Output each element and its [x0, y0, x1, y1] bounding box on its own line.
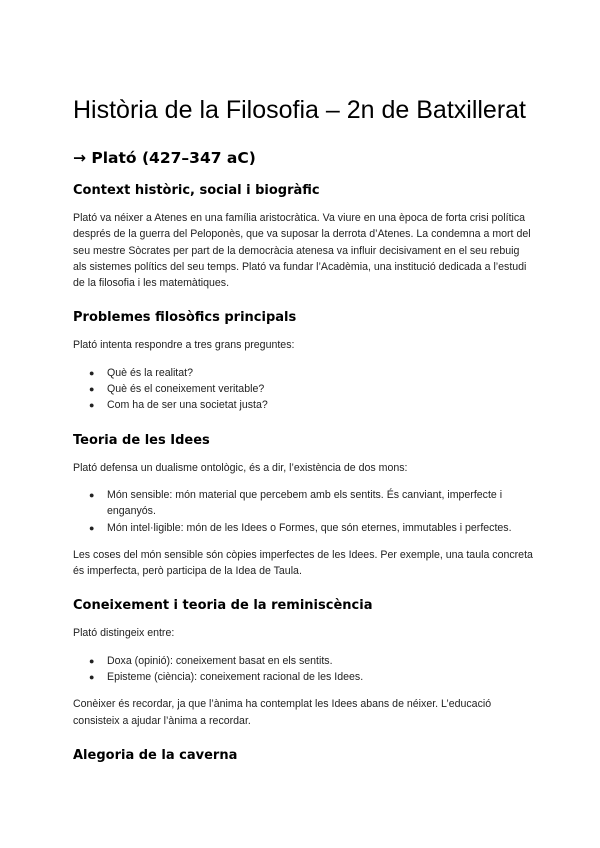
section-coneixement [73, 596, 533, 728]
paragraph-idees: Les coses del món sensible són còpies imperfectes de les Idees. Per exemple, una taula concreta és imperfecta, però participa de la Idea de Taula. [73, 548, 533, 578]
list-item [73, 669, 533, 685]
list-item-text: Món sensible: món material que percebem amb els sentits. És canviant, imperfecte i enganyós. [107, 488, 503, 518]
list-item-text: Què és la realitat? [107, 366, 193, 379]
bullet-icon: ● [89, 367, 95, 378]
section-idees [73, 431, 533, 580]
list-item [73, 365, 533, 381]
section-heading-context: Context històric, social i biogràfic [73, 183, 320, 198]
section-context [73, 181, 533, 291]
bullet-icon: ● [89, 672, 95, 683]
section-heading-problemes: Problemes filosòfics principals [73, 310, 297, 326]
list-item [73, 397, 533, 413]
list-item [73, 653, 533, 669]
section-caverna [73, 746, 533, 766]
bullet-icon: ● [89, 655, 95, 666]
document-subtitle: → Plató (427–347 aC) [73, 149, 256, 167]
bullet-icon: ● [89, 522, 95, 533]
paragraph-problemes-intro: Plató intenta respondre a tres grans preguntes: [73, 339, 295, 352]
list-problemes [73, 365, 533, 414]
section-problemes [73, 308, 533, 413]
list-item-text: Món intel·ligible: món de les Idees o Formes, que són eternes, immutables i perfectes. [107, 521, 512, 534]
paragraph-idees-intro: Plató defensa un dualisme ontològic, és a dir, l’existència de dos mons: [73, 461, 408, 474]
list-coneixement [73, 653, 533, 686]
paragraph-context: Plató va néixer a Atenes en una família aristocràtica. Va viure en una època de forta crisi política després de la guerra del Peloponès, que va suposar la derrota d’Atenes. La condemna a mort del seu mestre Sòcrates per part de la democràcia atenesa va influir decisivament en el seu rebuig als sistemes polítics del seu temps. Plató va fundar l’Acadèmia, una institució dedicada a l’estudi de la filosofia i les matemàtiques. [73, 212, 531, 290]
list-item [73, 381, 533, 397]
list-idees [73, 487, 533, 536]
list-item-text: Episteme (ciència): coneixement racional de les Idees. [107, 671, 364, 684]
bullet-icon: ● [89, 400, 95, 411]
list-item-text: Doxa (opinió): coneixement basat en els sentits. [107, 654, 333, 667]
section-heading-idees: Teoria de les Idees [73, 432, 210, 448]
list-item [73, 487, 533, 520]
paragraph-coneixement-intro: Plató distingeix entre: [73, 627, 175, 640]
list-item-text: Com ha de ser una societat justa? [107, 399, 268, 412]
section-heading-caverna: Alegoria de la caverna [73, 747, 238, 763]
paragraph-coneixement: Conèixer és recordar, ja que l’ànima ha contemplat les Idees abans de néixer. L’educació consisteix a ajudar l’ànima a recordar. [73, 698, 492, 727]
list-item [73, 520, 533, 536]
list-item-text: Què és el coneixement veritable? [107, 383, 265, 396]
section-heading-coneixement: Coneixement i teoria de la reminiscència [73, 598, 373, 614]
document-title: Història de la Filosofia – 2n de Batxillerat [73, 96, 527, 124]
bullet-icon: ● [89, 489, 95, 500]
bullet-icon: ● [89, 384, 95, 395]
document-page [73, 92, 533, 775]
